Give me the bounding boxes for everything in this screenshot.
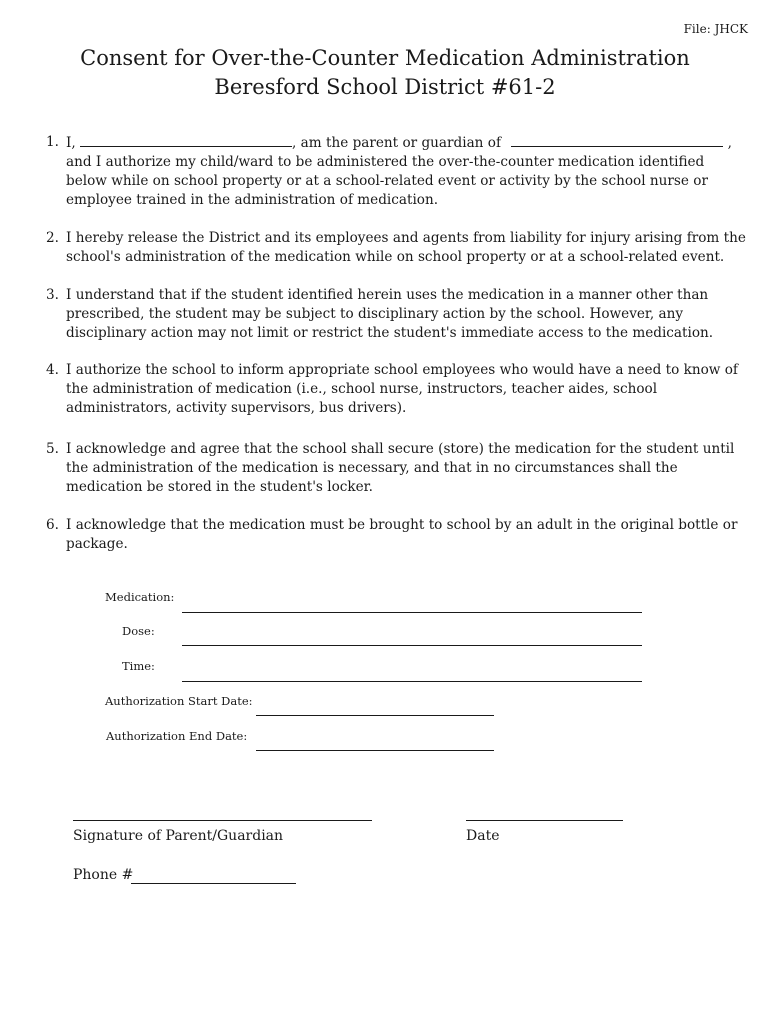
end-date-label: Authorization End Date: — [106, 729, 248, 743]
item-number: 6. — [46, 517, 59, 533]
end-date-line[interactable] — [256, 750, 494, 751]
item-1-suffix: , — [727, 135, 732, 151]
item-number: 4. — [46, 362, 59, 378]
time-line[interactable] — [182, 681, 642, 682]
phone-label: Phone # — [73, 867, 134, 883]
consent-item-4 — [46, 361, 746, 418]
medication-label: Medication: — [105, 590, 175, 604]
item-number: 1. — [46, 134, 59, 150]
dose-label: Dose: — [122, 624, 155, 638]
time-label: Time: — [122, 659, 155, 673]
item-4-text: I authorize the school to inform appropriate school employees who would have a need to know of the administration of medication (i.e., school nurse, instructors, teacher aides, school administrators, activity supervisors, bus drivers). — [66, 362, 738, 416]
district-subtitle: Beresford School District #61-2 — [214, 75, 556, 99]
file-code-label: File: JHCK — [683, 22, 748, 36]
item-number: 3. — [46, 287, 59, 303]
consent-item-5 — [46, 440, 746, 497]
item-number: 5. — [46, 441, 59, 457]
consent-item-2 — [46, 229, 746, 267]
start-date-label: Authorization Start Date: — [105, 694, 253, 708]
parent-signature-label: Signature of Parent/Guardian — [73, 828, 284, 844]
item-1-middle: , am the parent or guardian of — [292, 135, 501, 151]
consent-item-6 — [46, 516, 746, 554]
phone-line[interactable] — [131, 883, 296, 884]
date-signature-line[interactable] — [466, 820, 623, 821]
medication-line[interactable] — [182, 612, 642, 613]
dose-line[interactable] — [182, 645, 642, 646]
student-name-blank[interactable] — [511, 133, 723, 147]
consent-item-3 — [46, 286, 746, 343]
item-1-text: and I authorize my child/ward to be administered the over-the-counter medication identified below while on school property or at a school-related event or activity by the school nurse or employee trained in the administration of medication. — [66, 154, 708, 208]
item-5-text: I acknowledge and agree that the school shall secure (store) the medication for the student until the administration of the medication is necessary, and that in no circumstances shall the medication be stored in the student's locker. — [66, 441, 735, 495]
item-6-text: I acknowledge that the medication must be brought to school by an adult in the original bottle or package. — [66, 517, 738, 552]
consent-item-1 — [46, 133, 746, 210]
parent-name-blank[interactable] — [80, 133, 292, 147]
date-label: Date — [466, 828, 500, 844]
item-3-text: I understand that if the student identified herein uses the medication in a manner other than prescribed, the student may be subject to disciplinary action by the school. However, any disciplinary action may not limit or restrict the student's immediate access to the medication. — [66, 287, 714, 341]
start-date-line[interactable] — [256, 715, 494, 716]
parent-signature-line[interactable] — [73, 820, 372, 821]
item-2-text: I hereby release the District and its employees and agents from liability for injury arising from the school's administration of the medication while on school property or at a school-related event. — [66, 230, 746, 265]
item-1-prefix: I, — [66, 135, 76, 151]
document-title: Consent for Over-the-Counter Medication Administration — [80, 46, 690, 70]
item-number: 2. — [46, 230, 59, 246]
